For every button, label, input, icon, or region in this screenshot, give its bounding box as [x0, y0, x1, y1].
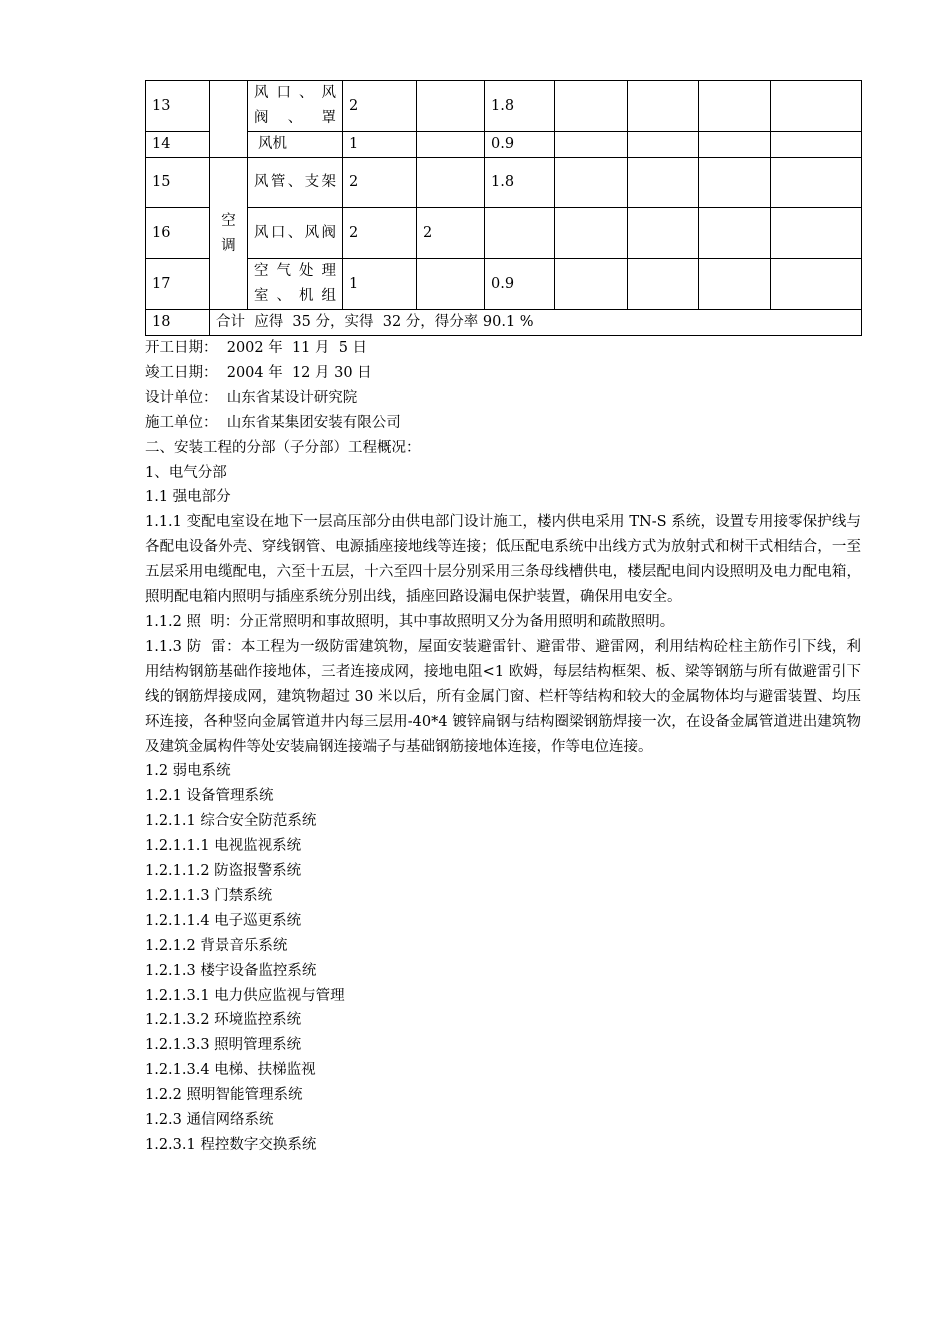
value-cell	[417, 259, 485, 310]
value-cell	[417, 158, 485, 208]
value-cell: 2	[343, 81, 417, 132]
list-item: 1.2.1.3.2 环境监控系统	[145, 1012, 302, 1029]
item-name: 空气处理室、机组	[248, 259, 343, 310]
list-item: 1.2.1.1.4 电子巡更系统	[145, 912, 302, 929]
score-table	[145, 80, 862, 336]
value-cell	[485, 208, 555, 259]
row-number: 13	[146, 81, 210, 132]
finish-date: 竣工日期： 2004 年 12 月 30 日	[145, 364, 372, 381]
total-summary: 合计 应得 35 分，实得 32 分，得分率 90.1 %	[210, 310, 862, 336]
document-page	[145, 80, 861, 1158]
list-item: 1.2.1.3.4 电梯、扶梯监视	[145, 1062, 316, 1079]
value-cell: 2	[417, 208, 485, 259]
construction-unit: 施工单位： 山东省某集团安装有限公司	[145, 414, 401, 431]
value-cell: 0.9	[485, 259, 555, 310]
table-row	[146, 132, 862, 158]
value-cell: 2	[343, 208, 417, 259]
section-heading: 1.1 强电部分	[145, 489, 231, 506]
section-heading: 1、电气分部	[145, 464, 227, 481]
list-item: 1.2.2 照明智能管理系统	[145, 1087, 303, 1104]
paragraph-1-1-1: 1.1.1 变配电室设在地下一层高压部分由供电部门设计施工，楼内供电采用 TN-S 系统，设置专用接零保护线与各配电设备外壳、穿线钢管、电源插座接地线等连接；低压配电系统中出线方式为放射式和树干式相结合，一至五层采用电缆配电，六至十五层，十六至四十层分别采用三条母线槽供电，楼层配电间内设照明及电力配电箱，照明配电箱内照明与插座系统分别出线，插座回路设漏电保护装置，确保用电安全。	[145, 514, 861, 606]
item-name: 风口、风阀、罩	[248, 81, 343, 132]
list-item: 1.2.3.1 程控数字交换系统	[145, 1137, 317, 1153]
value-cell: 1	[343, 132, 417, 158]
weak-current-list	[145, 759, 861, 1158]
document-body	[145, 336, 861, 1158]
table-row	[146, 158, 862, 208]
table-total-row	[146, 310, 862, 336]
paragraph-1-1-3: 1.1.3 防 雷：本工程为一级防雷建筑物，屋面安装避雷针、避雷带、避雷网，利用结构砼柱主筋作引下线，利用结构钢筋基础作接地体，三者连接成网，接地电阻<1 欧姆，每层结构框架、板、梁等钢筋与所有做避雷引下线的钢筋焊接成网，建筑物超过 30 米以后，所有金属门窗、栏杆等结构和较大的金属物体均与避雷装置、均压环连接，各种竖向金属管道井内每三层用-40*4 镀锌扁钢与结构圈梁钢筋焊接一次，在设备金属管道进出建筑物及建筑金属构件等处安装扁钢连接端子与基础钢筋接地体连接，作等电位连接。	[145, 638, 861, 755]
list-item: 1.2.3 通信网络系统	[145, 1112, 274, 1129]
list-item: 1.2.1 设备管理系统	[145, 788, 274, 805]
list-item: 1.2.1.3 楼宇设备监控系统	[145, 962, 317, 979]
value-cell: 1.8	[485, 81, 555, 132]
row-number: 17	[146, 259, 210, 310]
list-item: 1.2 弱电系统	[145, 763, 231, 780]
value-cell: 0.9	[485, 132, 555, 158]
table-row	[146, 259, 862, 310]
list-item: 1.2.1.2 背景音乐系统	[145, 937, 288, 954]
value-cell: 1.8	[485, 158, 555, 208]
table-row	[146, 208, 862, 259]
table-row	[146, 81, 862, 132]
row-number: 14	[146, 132, 210, 158]
paragraph-1-1-2: 1.1.2 照 明：分正常照明和事故照明，其中事故照明又分为备用照明和疏散照明。	[145, 613, 675, 630]
row-number: 15	[146, 158, 210, 208]
item-name: 风管、支架	[248, 158, 343, 208]
item-name: 风口、风阀	[248, 208, 343, 259]
list-item: 1.2.1.3.1 电力供应监视与管理	[145, 987, 345, 1004]
list-item: 1.2.1.1.3 门禁系统	[145, 887, 273, 904]
start-date: 开工日期： 2002 年 11 月 5 日	[145, 340, 368, 356]
category-cell: 空 调	[210, 158, 248, 310]
row-number: 16	[146, 208, 210, 259]
value-cell: 1	[343, 259, 417, 310]
design-unit: 设计单位： 山东省某设计研究院	[145, 389, 358, 406]
category-cell-empty	[210, 81, 248, 158]
list-item: 1.2.1.1.2 防盗报警系统	[145, 863, 302, 880]
value-cell: 2	[343, 158, 417, 208]
list-item: 1.2.1.3.3 照明管理系统	[145, 1037, 302, 1054]
value-cell	[417, 132, 485, 158]
value-cell	[417, 81, 485, 132]
list-item: 1.2.1.1.1 电视监视系统	[145, 838, 302, 855]
row-number: 18	[146, 310, 210, 336]
item-name: 风机	[248, 132, 343, 158]
list-item: 1.2.1.1 综合安全防范系统	[145, 813, 317, 830]
section-heading: 二、安装工程的分部（子分部）工程概况：	[145, 439, 421, 456]
